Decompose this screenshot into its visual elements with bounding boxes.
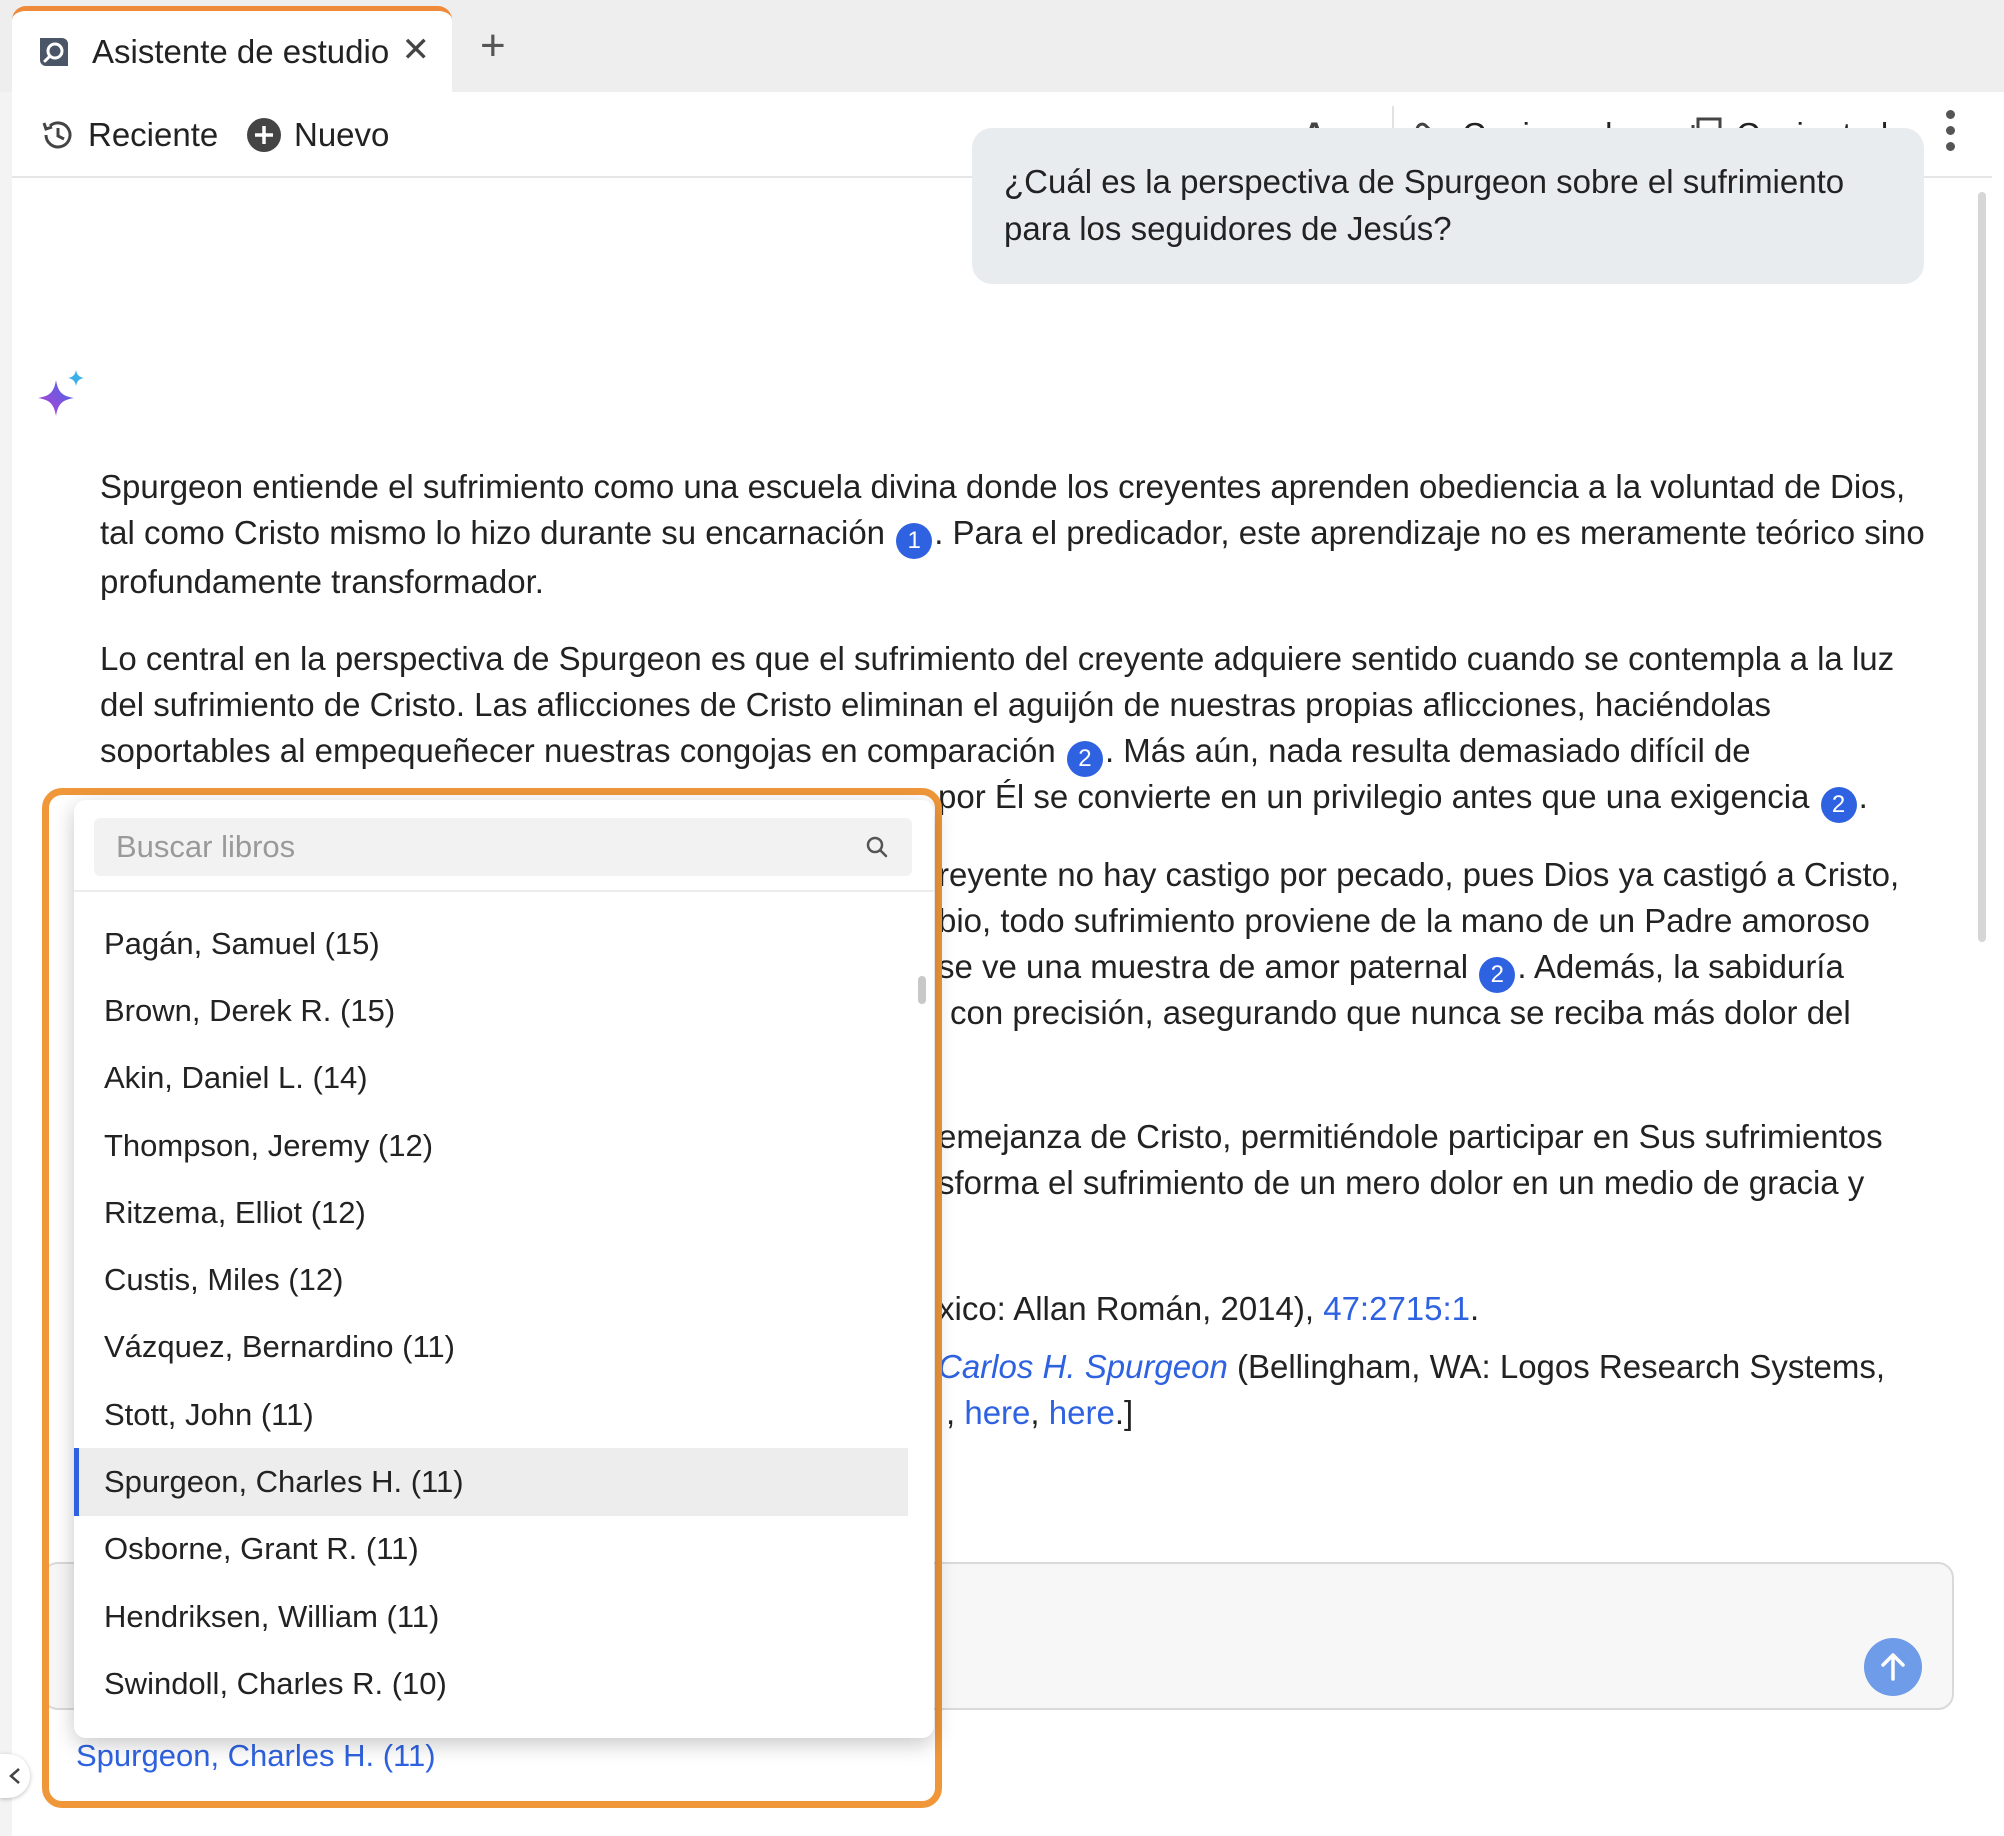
dropdown-divider: [74, 890, 934, 892]
reference-link[interactable]: Carlos H. Spurgeon: [938, 1348, 1228, 1385]
book-search-input[interactable]: [116, 829, 856, 865]
answer-paragraph-4-line: sforma el sufrimiento de un mero dolor en un medio de gracia y: [938, 1164, 1865, 1201]
author-option[interactable]: Osborne, Grant R. (11): [104, 1531, 419, 1567]
reference-text: .]: [1114, 1394, 1134, 1431]
tab-bar: [0, 0, 2004, 92]
tab-close-icon[interactable]: ✕: [401, 31, 430, 69]
more-options-icon[interactable]: [1944, 110, 1956, 162]
answer-paragraph-3-line: con precisión, asegurando que nunca se reciba más dolor del: [950, 994, 1851, 1031]
author-option[interactable]: Ritzema, Elliot (12): [104, 1194, 366, 1230]
citation-badge[interactable]: 2: [1067, 741, 1103, 777]
new-label: Nuevo: [294, 116, 390, 153]
reference-text: .: [1470, 1290, 1480, 1327]
scrollbar[interactable]: [1978, 192, 1986, 942]
author-option-selected[interactable]: Spurgeon, Charles H. (11): [74, 1448, 908, 1515]
history-icon: [38, 115, 78, 155]
answer-text: Lo central en la perspectiva de Spurgeon es que el sufrimiento del creyente adquiere sentido cuando se contempla a la luz del sufrimiento de Cristo. Las aflicciones de Cristo eliminan el aguijón de nuestras propias aflicciones, haciéndolas soportables al empequeñecer nuestras congojas en comparación: [100, 640, 1895, 769]
answer-paragraph-3-line: bio, todo sufrimiento proviene de la mano de un Padre amoroso: [938, 902, 1870, 939]
recent-button[interactable]: [38, 112, 218, 158]
author-option[interactable]: Brown, Derek R. (15): [104, 992, 396, 1028]
reference-line: , here, here.]: [946, 1394, 1134, 1431]
reference-text: xico: Allan Román, 2014),: [938, 1290, 1315, 1327]
user-question-bubble: ¿Cuál es la perspectiva de Spurgeon sobre el sufrimiento para los seguidores de Jesús?: [972, 128, 1924, 284]
answer-text: . Además, la sabiduría: [1517, 948, 1844, 985]
reference-line: [938, 1286, 1479, 1332]
answer-text: . Más aún, nada resulta demasiado difícil de: [1104, 732, 1751, 769]
author-option[interactable]: Custis, Miles (12): [104, 1262, 344, 1298]
ai-sparkle-icon: [32, 366, 90, 429]
answer-text: Spurgeon entiende el sufrimiento como una escuela divina donde los creyentes aprenden obediencia a la voluntad de Dios, tal como Cristo mismo lo hizo durante su encarnación: [100, 468, 1906, 551]
author-option[interactable]: Pagán, Samuel (15): [104, 925, 380, 961]
author-list: [74, 910, 908, 1718]
new-button[interactable]: [244, 112, 389, 158]
arrow-up-icon: [1876, 1650, 1910, 1684]
answer-paragraph-3-line: reyente no hay castigo por pecado, pues Dios ya castigó a Cristo,: [938, 856, 1900, 893]
tab-study-assistant[interactable]: [12, 6, 452, 92]
author-option[interactable]: Swindoll, Charles R. (10): [104, 1665, 447, 1701]
answer-paragraph-3-line: [938, 944, 1844, 993]
reference-link[interactable]: 47:2715:1: [1323, 1290, 1471, 1327]
study-assistant-icon: [34, 32, 74, 72]
answer-text: se ve una muestra de amor paternal: [938, 948, 1469, 985]
author-option[interactable]: Hendriksen, William (11): [104, 1598, 440, 1634]
tab-title: Asistente de estudio: [92, 32, 390, 70]
reference-line: [938, 1344, 1885, 1390]
citation-badge[interactable]: 2: [1479, 957, 1515, 993]
answer-paragraph-4-line: emejanza de Cristo, permitiéndole participar en Sus sufrimientos: [938, 1118, 1883, 1155]
author-option[interactable]: Thompson, Jeremy (12): [104, 1127, 434, 1163]
answer-text: . Para el predicador, este aprendizaje no es meramente teórico sino profundamente transformador.: [100, 514, 1925, 600]
reference-link[interactable]: here: [1048, 1394, 1115, 1431]
dropdown-scrollbar[interactable]: [918, 976, 926, 1004]
search-icon: [864, 834, 890, 865]
answer-paragraph-2-tail: por Él se convierte en un privilegio antes que una exigencia 2 .: [938, 774, 1868, 823]
send-button[interactable]: [1864, 1638, 1922, 1696]
author-option[interactable]: Akin, Daniel L. (14): [104, 1060, 368, 1096]
selected-author-filter[interactable]: Spurgeon, Charles H. (11): [76, 1738, 436, 1773]
plus-circle-icon: [244, 115, 284, 155]
answer-paragraph-1: [100, 464, 1940, 605]
book-search-box: [94, 818, 912, 876]
chevron-left-icon: [7, 1766, 23, 1786]
reference-text: (Bellingham, WA: Logos Research Systems,: [1237, 1348, 1886, 1385]
answer-text: por Él se convierte en un privilegio antes que una exigencia: [938, 778, 1810, 815]
reference-link[interactable]: here: [964, 1394, 1031, 1431]
citation-badge[interactable]: 1: [896, 523, 932, 559]
recent-label: Reciente: [88, 116, 219, 153]
new-tab-button[interactable]: +: [480, 21, 506, 70]
author-option[interactable]: Vázquez, Bernardino (11): [104, 1329, 455, 1365]
answer-paragraph-2: [100, 636, 1940, 777]
author-option[interactable]: Stott, John (11): [104, 1396, 314, 1432]
citation-badge[interactable]: 2: [1821, 787, 1857, 823]
author-filter-dropdown: [74, 800, 934, 1738]
